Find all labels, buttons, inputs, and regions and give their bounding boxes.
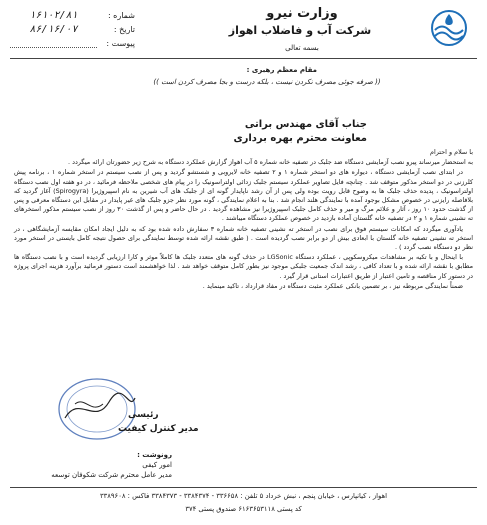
copy-recipient-2: مدیر عامل محترم شرکت شکوفان توسعه bbox=[51, 471, 172, 479]
recipient bbox=[167, 118, 367, 146]
body-paragraph-4: با اینحال و با تکیه بر مشاهدات میکروسکوپی ، عملکرد دستگاه LGSonic در حذف گونه های متعدد جلبک ها کاملاً موثر و کارا ارزیابی گردیده است و با نصب دستگاه ها مطابق با نقشه ارائه شده و با تعداد کافی ، رشد اندک جمعیت جلبکی موجود نیز بطور کامل متوقف خواهد شد . لذا خواهشمند است دستور فرمائید برآورد هزینه اجرای پروژه در دستور کار مناقصه و تامین اعتبار از طریق اعتبارات استانی قرار گیرد . bbox=[14, 253, 473, 280]
greeting: با سلام و احترام bbox=[430, 148, 473, 156]
water-company-logo-icon bbox=[423, 8, 475, 52]
basmala: بسمه تعالی bbox=[285, 44, 319, 52]
number-row bbox=[10, 8, 135, 22]
date-row bbox=[10, 22, 135, 36]
number-label: شماره : bbox=[107, 10, 135, 20]
body-paragraph-2: در ابتدای نصب آزمایشی دستگاه ، دیواره های دو استخر شماره ۱ و ۲ تصفیه خانه لایروبی و شستشو گردید و پس از نصب سیستم در استخر شماره ۱ ، برنامه پیش کلرزنی در دو استخر مذکور متوقف شد . چنانچه فایل تصاویر عملکرد سیستم جلبک زدائی اولتراسونیک را در پیام های شخصی ملاحظه فرمائید ، در دو هفته اول نصب دستگاه اولتراسونیک ، پدیده حذف جلبک ها به وضوح قابل رویت بوده ولی پس از آن رشد ناپایدار گونه ای از جلبک های آب شیرین به نام اسپیروژیرا (Spirogyra) آغاز گردید که بلافاصله رایزنی در خصوص مشکل بوجود آمده با نمایندگی هلند انجام شد . بنا به اعلام نمایندگی ، گونه مورد نظر جزو جلبک های غیر پایدار در مقابل این دستگاه معرفی و پس از گذشت حدود ۱۰ روز ، آثار و علائم مرگ و میر و حذف کامل جلبک اسپیروژیرا نیز مشاهده گردید . در حال حاضر و پس از گذشت ۳۰ روز از نصب سیستم مذکور استخرهای ته نشینی شماره ۱ و ۲ در تصفیه خانه گلستان آماده بازدید در خصوص عملکرد دستگاه میباشند . bbox=[14, 168, 473, 223]
recipient-name: جناب آقای مهندس براتی bbox=[244, 119, 367, 130]
body-paragraph-5: ضمناً نمایندگی مربوطه نیز ، بر تضمین بانکی عملکرد مثبت دستگاه در مفاد قرارداد ، تاکید مینماید . bbox=[202, 281, 463, 290]
copy-recipient-1: امور کیفی bbox=[142, 461, 172, 469]
footer-address: اهواز ، کیانپارس ، خیابان پنجم ، نبش خرداد ۵ تلفن : ۳۳۶۶۵۸ - ۳۳۸۴۳۷۴ - ۳۳۸۴۳۷۳ فاکس : ۳۳۸۹۶۰۸ bbox=[99, 492, 388, 500]
date-label: تاریخ : bbox=[113, 24, 135, 34]
header-divider bbox=[10, 58, 477, 59]
attachment-row bbox=[10, 36, 135, 50]
body-paragraph-3: یادآوری میگردد که امکانات سیستم فوق برای نصب در استخر ته نشینی تصفیه خانه شماره ۳ سفارش داده شده بود که به دلیل ایجاد امکان مقایسه آزمایشگاهی ، در استخر ته نشینی تصفیه خانه گلستان با ابعادی بیش از دو برابر نصب گردیده است . ( طبق نقشه ارائه شده توسط نمایندگی برای حصول نتیجه کامل بایستی در استخر مورد نظر دو دستگاه نصب گردد ) . bbox=[14, 224, 473, 252]
motto-text: (( صرفه جوئی مصرف نکردن نیست ، بلکه درست و بجا مصرف کردن است )) bbox=[153, 78, 381, 86]
date-value: ۸۶/۱۶/۰۷ bbox=[29, 23, 78, 35]
motto-title: مقام معظم رهبری : bbox=[246, 66, 317, 74]
copies-list bbox=[32, 450, 172, 480]
number-value: ۱۶۱۰۲/۸۱ bbox=[29, 9, 78, 21]
signer-role: مدیر کنترل کیفیت bbox=[118, 424, 199, 434]
footer-postal: کد پستی ۶۱۶۳۶۵۳۱۱۸ صندوق پستی ۳۷۴ bbox=[185, 505, 302, 513]
ministry-name: وزارت نیرو bbox=[266, 6, 338, 21]
letter-body bbox=[14, 148, 473, 292]
attachment-label: پیوست : bbox=[106, 38, 135, 48]
letter-meta bbox=[10, 8, 135, 50]
recipient-title: معاونت محترم بهره برداری bbox=[233, 133, 367, 144]
footer-divider bbox=[10, 487, 477, 488]
body-paragraph-1: به استحضار میرساند پیرو نصب آزمایشی دستگاه ضد جلبک در تصفیه خانه شماره ۵ آب اهواز گزارش عملکرد دستگاه به شرح زیر حضورتان ارائه میگردد . bbox=[68, 158, 473, 167]
copies-heading: رونوشت : bbox=[137, 451, 172, 459]
company-name: شرکت آب و فاضلاب اهواز bbox=[228, 24, 372, 37]
attachment-blank bbox=[10, 39, 97, 48]
signer-name: رئیسی bbox=[128, 410, 159, 420]
